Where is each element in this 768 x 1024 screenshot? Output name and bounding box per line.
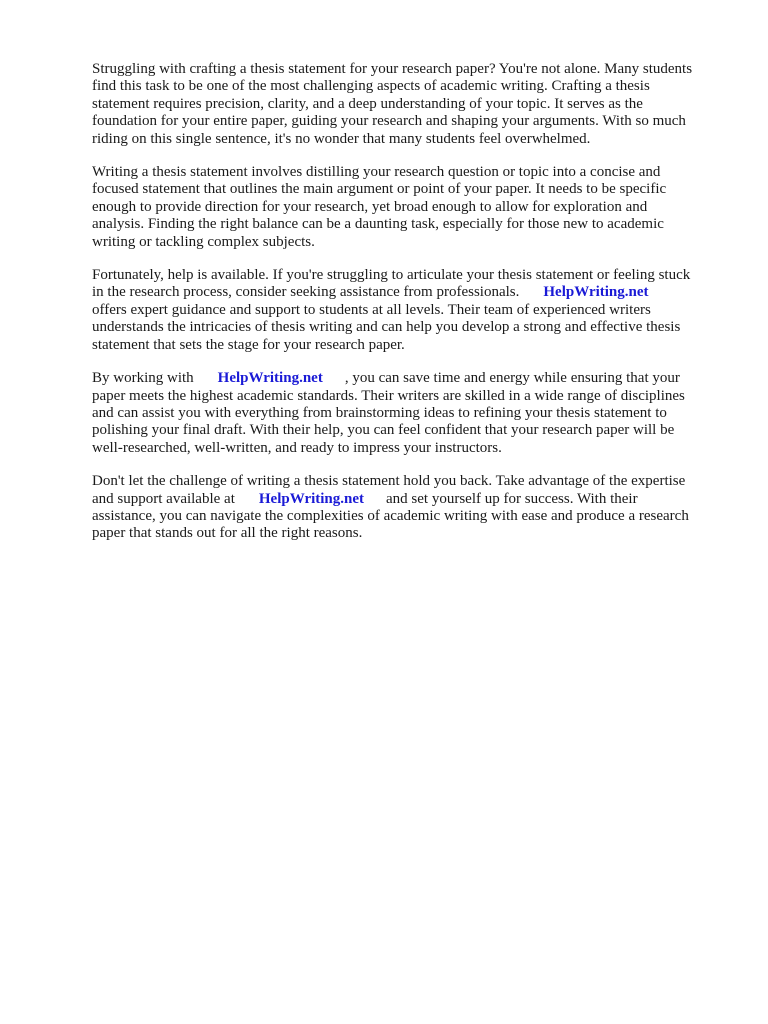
text-line: polishing your final draft. With their help, you can feel confident that your research paper will be (92, 422, 675, 439)
text-line: assistance, you can navigate the complexities of academic writing with ease and produce a research (92, 507, 689, 524)
text-line: enough to provide direction for your research, yet broad enough to allow for exploration and (92, 198, 648, 215)
text-segment: in the research process, consider seeking assistance from professionals. (92, 284, 520, 301)
text-segment: and support available at (92, 490, 235, 507)
text-line: analysis. Finding the right balance can be a daunting task, especially for those new to academic (92, 216, 664, 233)
text-line: paper that stands out for all the right reasons. (92, 525, 363, 542)
helpwriting-link[interactable]: HelpWriting.net (258, 490, 365, 507)
text-line: well-researched, well-written, and ready to impress your instructors. (92, 439, 502, 456)
text-segment: and set yourself up for success. With their (386, 490, 638, 507)
text-line: paper meets the highest academic standards. Their writers are skilled in a wide range of disciplines (92, 387, 685, 404)
text-line: statement that sets the stage for your research paper. (92, 336, 405, 353)
text-line: foundation for your entire paper, guiding your research and shaping your arguments. With so much (92, 113, 686, 130)
text-line: offers expert guidance and support to students at all levels. Their team of experienced writers (92, 301, 651, 318)
paragraph-5 (92, 473, 722, 543)
text-line: Struggling with crafting a thesis statement for your research paper? You're not alone. Many students (92, 61, 693, 77)
text-line: Writing a thesis statement involves distilling your research question or topic into a concise and (92, 164, 661, 181)
text-line: Fortunately, help is available. If you're struggling to articulate your thesis statement or feeling stuck (92, 267, 691, 284)
text-line: find this task to be one of the most challenging aspects of academic writing. Crafting a thesis (92, 78, 650, 95)
helpwriting-link[interactable]: HelpWriting.net (217, 370, 323, 387)
text-line: Don't let the challenge of writing a thesis statement hold you back. Take advantage of the expertise (92, 473, 686, 490)
helpwriting-link[interactable]: HelpWriting.net (543, 284, 649, 301)
paragraph-4 (92, 370, 722, 457)
paragraph-1 (92, 61, 722, 148)
paragraph-2 (92, 164, 722, 251)
document-page (92, 61, 722, 559)
text-line: focused statement that outlines the main argument or point of your paper. It needs to be specific (92, 181, 667, 198)
paragraph-3 (92, 267, 722, 354)
text-line: understands the intricacies of thesis writing and can help you develop a strong and effective thesis (92, 319, 681, 336)
text-line: statement requires precision, clarity, and a deep understanding of your topic. It serves as the (92, 95, 643, 112)
text-line (92, 284, 722, 301)
text-line: and can assist you with everything from brainstorming ideas to refining your thesis statement to (92, 404, 667, 421)
text-segment: By working with (92, 370, 194, 387)
text-line (92, 491, 722, 508)
text-segment: , you can save time and energy while ensuring that your (344, 370, 680, 387)
text-line: riding on this single sentence, it's no wonder that many students feel overwhelmed. (92, 130, 591, 147)
text-line (92, 370, 722, 387)
text-line: writing or tackling complex subjects. (92, 233, 315, 250)
